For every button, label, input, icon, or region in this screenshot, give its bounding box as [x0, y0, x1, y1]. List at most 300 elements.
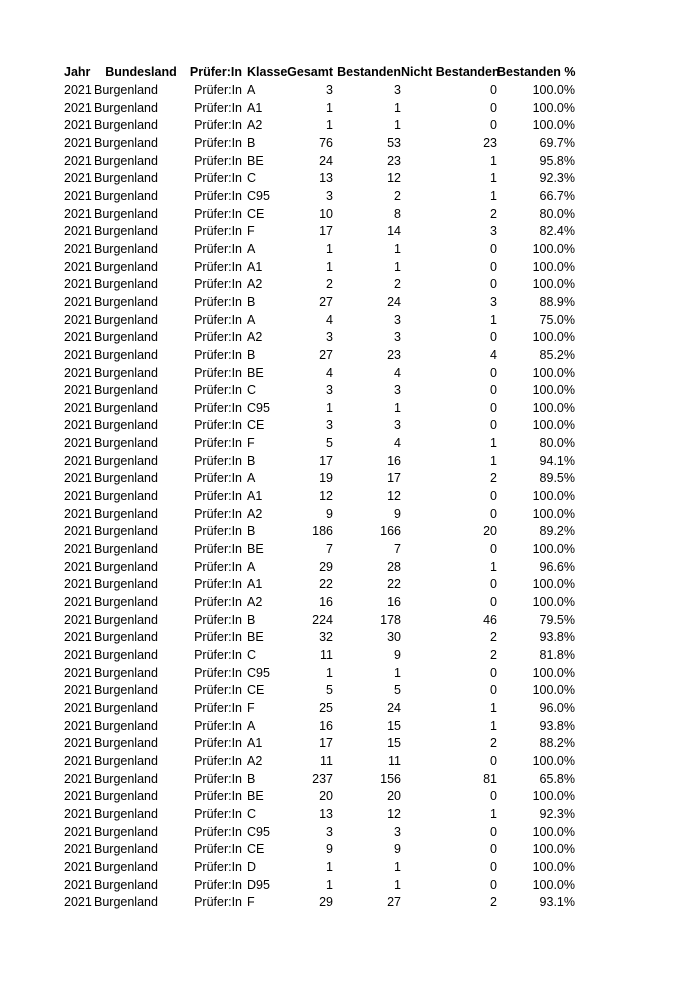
- cell-nicht-bestanden: 2: [490, 471, 497, 486]
- cell-gesamt: 3: [326, 418, 333, 433]
- cell-jahr: 2021: [64, 171, 92, 186]
- cell-bestanden-percent: 92.3%: [539, 171, 575, 186]
- cell-bestanden-percent: 93.1%: [539, 895, 575, 910]
- cell-klasse: CE: [247, 683, 265, 698]
- cell-bestanden: 17: [387, 471, 401, 486]
- table-row: [64, 188, 575, 206]
- cell-klasse: B: [247, 135, 256, 150]
- cell-pruefer: Prüfer:In: [194, 330, 242, 345]
- cell-jahr: 2021: [64, 524, 92, 539]
- cell-nicht-bestanden: 0: [490, 418, 497, 433]
- cell-bestanden-percent: 88.9%: [539, 294, 575, 309]
- cell-jahr: 2021: [64, 595, 92, 610]
- cell-nicht-bestanden: 0: [490, 595, 497, 610]
- header-bundesland: Bundesland: [105, 65, 177, 79]
- cell-klasse: CE: [247, 842, 265, 857]
- cell-bundesland: Burgenland: [94, 506, 158, 521]
- cell-gesamt: 1: [326, 118, 333, 133]
- table-row: [64, 241, 575, 259]
- cell-bundesland: Burgenland: [94, 700, 158, 715]
- cell-bestanden: 3: [394, 418, 401, 433]
- cell-klasse: A2: [247, 118, 263, 133]
- header-jahr: Jahr: [64, 65, 91, 79]
- cell-pruefer: Prüfer:In: [194, 542, 242, 557]
- cell-bestanden: 15: [387, 736, 401, 751]
- cell-jahr: 2021: [64, 277, 92, 292]
- table-row: [64, 841, 575, 859]
- cell-jahr: 2021: [64, 135, 92, 150]
- cell-bundesland: Burgenland: [94, 648, 158, 662]
- cell-bestanden: 16: [387, 453, 401, 468]
- spreadsheet-page: [64, 63, 574, 912]
- cell-gesamt: 237: [312, 771, 333, 786]
- table-row: [64, 771, 575, 789]
- cell-bundesland: Burgenland: [94, 877, 158, 892]
- cell-pruefer: Prüfer:In: [194, 595, 242, 610]
- cell-nicht-bestanden: 3: [490, 224, 497, 239]
- cell-bundesland: Burgenland: [94, 418, 158, 433]
- cell-klasse: C95: [247, 188, 270, 203]
- cell-klasse: BE: [247, 365, 264, 380]
- cell-klasse: A2: [247, 506, 263, 521]
- cell-jahr: 2021: [64, 224, 92, 239]
- header-bestanden: Bestanden: [337, 65, 401, 79]
- cell-bestanden: 166: [380, 524, 401, 539]
- cell-bundesland: Burgenland: [94, 736, 158, 751]
- cell-bestanden: 20: [387, 789, 401, 804]
- cell-bundesland: Burgenland: [94, 630, 158, 645]
- cell-bestanden: 15: [387, 718, 401, 733]
- cell-bestanden-percent: 80.0%: [539, 206, 575, 221]
- cell-klasse: A1: [247, 100, 263, 115]
- table-row: [64, 259, 575, 277]
- table-body: [64, 82, 575, 912]
- cell-pruefer: Prüfer:In: [194, 400, 242, 415]
- cell-jahr: 2021: [64, 542, 92, 557]
- cell-bestanden: 1: [394, 665, 401, 680]
- cell-bestanden-percent: 96.0%: [539, 700, 575, 715]
- cell-gesamt: 11: [320, 753, 333, 768]
- cell-bestanden-percent: 100.0%: [532, 683, 575, 698]
- cell-jahr: 2021: [64, 471, 92, 486]
- cell-gesamt: 1: [326, 859, 333, 874]
- cell-klasse: C: [247, 806, 257, 821]
- cell-bestanden: 16: [387, 595, 401, 610]
- cell-bestanden-percent: 82.4%: [539, 224, 575, 239]
- cell-pruefer: Prüfer:In: [194, 153, 242, 168]
- cell-jahr: 2021: [64, 241, 92, 256]
- table-row: [64, 382, 575, 400]
- cell-jahr: 2021: [64, 665, 92, 680]
- cell-bundesland: Burgenland: [94, 895, 158, 910]
- cell-bestanden-percent: 100.0%: [532, 241, 575, 256]
- cell-pruefer: Prüfer:In: [194, 842, 242, 857]
- cell-jahr: 2021: [64, 806, 92, 821]
- cell-gesamt: 17: [319, 736, 333, 751]
- cell-bestanden-percent: 88.2%: [539, 736, 575, 751]
- cell-jahr: 2021: [64, 400, 92, 415]
- cell-pruefer: Prüfer:In: [194, 648, 242, 662]
- header-bestanden-percent: Bestanden %: [497, 65, 576, 79]
- cell-jahr: 2021: [64, 612, 92, 627]
- cell-pruefer: Prüfer:In: [194, 418, 242, 433]
- cell-bestanden: 24: [387, 294, 401, 309]
- cell-bundesland: Burgenland: [94, 524, 158, 539]
- cell-gesamt: 12: [319, 489, 333, 504]
- cell-klasse: F: [247, 700, 255, 715]
- cell-bestanden-percent: 93.8%: [539, 718, 575, 733]
- table-row: [64, 294, 575, 312]
- cell-bestanden-percent: 100.0%: [532, 400, 575, 415]
- cell-jahr: 2021: [64, 630, 92, 645]
- cell-bestanden: 7: [394, 542, 401, 557]
- cell-pruefer: Prüfer:In: [194, 665, 242, 680]
- cell-nicht-bestanden: 1: [490, 312, 497, 327]
- cell-bestanden: 14: [387, 224, 401, 239]
- cell-bestanden: 24: [387, 700, 401, 715]
- cell-pruefer: Prüfer:In: [194, 277, 242, 292]
- cell-nicht-bestanden: 3: [490, 294, 497, 309]
- cell-bestanden-percent: 100.0%: [532, 506, 575, 521]
- cell-bestanden: 27: [387, 895, 401, 910]
- cell-pruefer: Prüfer:In: [194, 859, 242, 874]
- cell-nicht-bestanden: 0: [490, 753, 497, 768]
- cell-bestanden: 53: [387, 135, 401, 150]
- cell-jahr: 2021: [64, 383, 92, 398]
- cell-nicht-bestanden: 2: [490, 895, 497, 910]
- table-row: [64, 470, 575, 488]
- cell-nicht-bestanden: 0: [490, 118, 497, 133]
- cell-pruefer: Prüfer:In: [194, 347, 242, 362]
- cell-bundesland: Burgenland: [94, 83, 158, 97]
- cell-bestanden: 22: [387, 577, 401, 592]
- cell-bestanden-percent: 79.5%: [539, 612, 575, 627]
- cell-pruefer: Prüfer:In: [194, 471, 242, 486]
- table-row: [64, 82, 575, 100]
- cell-bestanden-percent: 94.1%: [539, 453, 575, 468]
- cell-klasse: A1: [247, 736, 263, 751]
- cell-bestanden: 9: [394, 648, 401, 662]
- cell-bestanden: 5: [394, 683, 401, 698]
- cell-jahr: 2021: [64, 789, 92, 804]
- cell-bundesland: Burgenland: [94, 453, 158, 468]
- header-pruefer: Prüfer:In: [189, 65, 242, 79]
- cell-nicht-bestanden: 0: [490, 330, 497, 345]
- cell-klasse: C95: [247, 400, 270, 415]
- cell-nicht-bestanden: 0: [490, 100, 497, 115]
- cell-jahr: 2021: [64, 118, 92, 133]
- cell-bestanden-percent: 100.0%: [532, 577, 575, 592]
- cell-gesamt: 32: [319, 630, 333, 645]
- cell-nicht-bestanden: 81: [483, 771, 497, 786]
- cell-bestanden: 28: [387, 559, 401, 574]
- cell-gesamt: 3: [326, 383, 333, 398]
- cell-nicht-bestanden: 20: [483, 524, 497, 539]
- cell-pruefer: Prüfer:In: [194, 612, 242, 627]
- table-row: [64, 435, 575, 453]
- cell-klasse: A: [247, 241, 256, 256]
- cell-bestanden-percent: 89.2%: [539, 524, 575, 539]
- cell-jahr: 2021: [64, 100, 92, 115]
- cell-klasse: A: [247, 718, 256, 733]
- table-row: [64, 153, 575, 171]
- cell-klasse: B: [247, 771, 256, 786]
- cell-bestanden-percent: 69.7%: [539, 135, 575, 150]
- cell-nicht-bestanden: 0: [490, 383, 497, 398]
- cell-bestanden-percent: 100.0%: [532, 383, 575, 398]
- cell-jahr: 2021: [64, 824, 92, 839]
- cell-bestanden-percent: 100.0%: [532, 118, 575, 133]
- cell-jahr: 2021: [64, 718, 92, 733]
- cell-bestanden-percent: 96.6%: [539, 559, 575, 574]
- cell-bundesland: Burgenland: [94, 347, 158, 362]
- cell-bundesland: Burgenland: [94, 806, 158, 821]
- cell-bundesland: Burgenland: [94, 294, 158, 309]
- cell-bestanden: 9: [394, 842, 401, 857]
- cell-bestanden: 4: [394, 365, 401, 380]
- cell-gesamt: 25: [319, 700, 333, 715]
- cell-bestanden-percent: 100.0%: [532, 877, 575, 892]
- cell-bestanden-percent: 65.8%: [539, 771, 575, 786]
- cell-gesamt: 2: [326, 277, 333, 292]
- cell-bestanden: 156: [380, 771, 401, 786]
- cell-bestanden-percent: 100.0%: [532, 83, 575, 97]
- cell-gesamt: 1: [326, 665, 333, 680]
- table-row: [64, 629, 575, 647]
- cell-nicht-bestanden: 2: [490, 206, 497, 221]
- cell-nicht-bestanden: 2: [490, 648, 497, 662]
- cell-klasse: B: [247, 294, 256, 309]
- cell-bestanden-percent: 66.7%: [539, 188, 575, 203]
- cell-nicht-bestanden: 1: [490, 171, 497, 186]
- cell-klasse: C: [247, 648, 257, 662]
- cell-pruefer: Prüfer:In: [194, 118, 242, 133]
- cell-pruefer: Prüfer:In: [194, 683, 242, 698]
- cell-nicht-bestanden: 1: [490, 559, 497, 574]
- cell-jahr: 2021: [64, 206, 92, 221]
- cell-klasse: A: [247, 559, 256, 574]
- cell-bestanden: 3: [394, 383, 401, 398]
- table-row: [64, 806, 575, 824]
- cell-bestanden: 3: [394, 312, 401, 327]
- cell-bundesland: Burgenland: [94, 559, 158, 574]
- cell-bundesland: Burgenland: [94, 241, 158, 256]
- cell-gesamt: 76: [319, 135, 333, 150]
- header-row: [64, 63, 575, 82]
- cell-jahr: 2021: [64, 418, 92, 433]
- cell-bestanden: 12: [387, 806, 401, 821]
- cell-pruefer: Prüfer:In: [194, 100, 242, 115]
- cell-jahr: 2021: [64, 188, 92, 203]
- cell-jahr: 2021: [64, 453, 92, 468]
- cell-nicht-bestanden: 0: [490, 506, 497, 521]
- table-row: [64, 559, 575, 577]
- cell-gesamt: 1: [326, 877, 333, 892]
- cell-bundesland: Burgenland: [94, 383, 158, 398]
- cell-nicht-bestanden: 1: [490, 453, 497, 468]
- table-row: [64, 347, 575, 365]
- cell-jahr: 2021: [64, 771, 92, 786]
- cell-klasse: BE: [247, 542, 264, 557]
- cell-pruefer: Prüfer:In: [194, 559, 242, 574]
- cell-gesamt: 4: [326, 312, 333, 327]
- table-row: [64, 135, 575, 153]
- cell-gesamt: 3: [326, 330, 333, 345]
- cell-klasse: D95: [247, 877, 270, 892]
- cell-bestanden-percent: 89.5%: [539, 471, 575, 486]
- table-row: [64, 506, 575, 524]
- cell-jahr: 2021: [64, 577, 92, 592]
- cell-pruefer: Prüfer:In: [194, 524, 242, 539]
- cell-jahr: 2021: [64, 842, 92, 857]
- table-row: [64, 312, 575, 330]
- cell-bestanden: 178: [380, 612, 401, 627]
- table-row: [64, 576, 575, 594]
- cell-nicht-bestanden: 46: [483, 612, 497, 627]
- cell-nicht-bestanden: 0: [490, 683, 497, 698]
- cell-nicht-bestanden: 0: [490, 241, 497, 256]
- cell-klasse: D: [247, 859, 257, 874]
- cell-gesamt: 224: [312, 612, 333, 627]
- cell-klasse: A2: [247, 330, 263, 345]
- cell-bestanden: 1: [394, 859, 401, 874]
- table-row: [64, 700, 575, 718]
- cell-gesamt: 1: [326, 100, 333, 115]
- cell-gesamt: 9: [326, 842, 333, 857]
- cell-pruefer: Prüfer:In: [194, 241, 242, 256]
- cell-nicht-bestanden: 1: [490, 806, 497, 821]
- cell-klasse: F: [247, 436, 255, 451]
- cell-bestanden-percent: 100.0%: [532, 489, 575, 504]
- cell-pruefer: Prüfer:In: [194, 365, 242, 380]
- cell-pruefer: Prüfer:In: [194, 577, 242, 592]
- cell-bestanden: 12: [387, 171, 401, 186]
- cell-klasse: F: [247, 224, 255, 239]
- table-row: [64, 523, 575, 541]
- cell-klasse: C: [247, 383, 257, 398]
- cell-gesamt: 3: [326, 188, 333, 203]
- cell-nicht-bestanden: 2: [490, 630, 497, 645]
- cell-bundesland: Burgenland: [94, 188, 158, 203]
- cell-nicht-bestanden: 1: [490, 700, 497, 715]
- table-header: [64, 63, 575, 82]
- cell-jahr: 2021: [64, 895, 92, 910]
- cell-pruefer: Prüfer:In: [194, 383, 242, 398]
- cell-bestanden-percent: 93.8%: [539, 630, 575, 645]
- cell-pruefer: Prüfer:In: [194, 753, 242, 768]
- cell-nicht-bestanden: 0: [490, 859, 497, 874]
- cell-pruefer: Prüfer:In: [194, 171, 242, 186]
- cell-gesamt: 29: [319, 895, 333, 910]
- cell-gesamt: 1: [326, 259, 333, 274]
- cell-jahr: 2021: [64, 859, 92, 874]
- cell-bestanden: 8: [394, 206, 401, 221]
- cell-pruefer: Prüfer:In: [194, 259, 242, 274]
- cell-gesamt: 22: [319, 577, 333, 592]
- cell-bestanden-percent: 95.8%: [539, 153, 575, 168]
- header-nicht-bestanden: Nicht Bestanden: [401, 65, 500, 79]
- cell-pruefer: Prüfer:In: [194, 630, 242, 645]
- cell-klasse: B: [247, 612, 256, 627]
- cell-pruefer: Prüfer:In: [194, 489, 242, 504]
- table-row: [64, 206, 575, 224]
- table-row: [64, 117, 575, 135]
- cell-bestanden-percent: 100.0%: [532, 665, 575, 680]
- cell-gesamt: 24: [319, 153, 333, 168]
- cell-bundesland: Burgenland: [94, 100, 158, 115]
- cell-nicht-bestanden: 0: [490, 489, 497, 504]
- cell-jahr: 2021: [64, 736, 92, 751]
- cell-bundesland: Burgenland: [94, 153, 158, 168]
- cell-nicht-bestanden: 2: [490, 736, 497, 751]
- cell-bestanden-percent: 100.0%: [532, 418, 575, 433]
- cell-bundesland: Burgenland: [94, 612, 158, 627]
- table-row: [64, 223, 575, 241]
- cell-nicht-bestanden: 0: [490, 259, 497, 274]
- cell-gesamt: 10: [319, 206, 333, 221]
- cell-bundesland: Burgenland: [94, 135, 158, 150]
- cell-jahr: 2021: [64, 506, 92, 521]
- cell-bestanden-percent: 100.0%: [532, 753, 575, 768]
- cell-bestanden: 1: [394, 259, 401, 274]
- cell-pruefer: Prüfer:In: [194, 83, 242, 97]
- cell-bundesland: Burgenland: [94, 665, 158, 680]
- cell-nicht-bestanden: 0: [490, 789, 497, 804]
- cell-nicht-bestanden: 1: [490, 718, 497, 733]
- cell-gesamt: 5: [326, 683, 333, 698]
- cell-nicht-bestanden: 0: [490, 665, 497, 680]
- cell-bestanden: 12: [387, 489, 401, 504]
- cell-bundesland: Burgenland: [94, 542, 158, 557]
- cell-gesamt: 3: [326, 824, 333, 839]
- cell-nicht-bestanden: 23: [483, 135, 497, 150]
- table-row: [64, 329, 575, 347]
- cell-bundesland: Burgenland: [94, 330, 158, 345]
- cell-klasse: B: [247, 453, 256, 468]
- cell-bundesland: Burgenland: [94, 683, 158, 698]
- cell-bestanden-percent: 100.0%: [532, 259, 575, 274]
- cell-bundesland: Burgenland: [94, 224, 158, 239]
- cell-pruefer: Prüfer:In: [194, 312, 242, 327]
- cell-pruefer: Prüfer:In: [194, 506, 242, 521]
- cell-nicht-bestanden: 1: [490, 436, 497, 451]
- cell-pruefer: Prüfer:In: [194, 436, 242, 451]
- cell-pruefer: Prüfer:In: [194, 718, 242, 733]
- cell-jahr: 2021: [64, 753, 92, 768]
- cell-bestanden-percent: 100.0%: [532, 595, 575, 610]
- cell-pruefer: Prüfer:In: [194, 824, 242, 839]
- cell-nicht-bestanden: 0: [490, 877, 497, 892]
- cell-klasse: F: [247, 895, 255, 910]
- cell-gesamt: 17: [319, 224, 333, 239]
- cell-bundesland: Burgenland: [94, 595, 158, 610]
- cell-klasse: B: [247, 347, 256, 362]
- cell-pruefer: Prüfer:In: [194, 294, 242, 309]
- cell-bestanden-percent: 100.0%: [532, 277, 575, 292]
- cell-pruefer: Prüfer:In: [194, 895, 242, 910]
- cell-gesamt: 186: [312, 524, 333, 539]
- cell-bestanden: 23: [387, 347, 401, 362]
- cell-gesamt: 3: [326, 83, 333, 97]
- table-row: [64, 682, 575, 700]
- cell-bestanden: 2: [394, 277, 401, 292]
- cell-klasse: A1: [247, 259, 263, 274]
- cell-klasse: BE: [247, 153, 264, 168]
- cell-klasse: CE: [247, 418, 265, 433]
- cell-pruefer: Prüfer:In: [194, 206, 242, 221]
- table-row: [64, 400, 575, 418]
- cell-jahr: 2021: [64, 294, 92, 309]
